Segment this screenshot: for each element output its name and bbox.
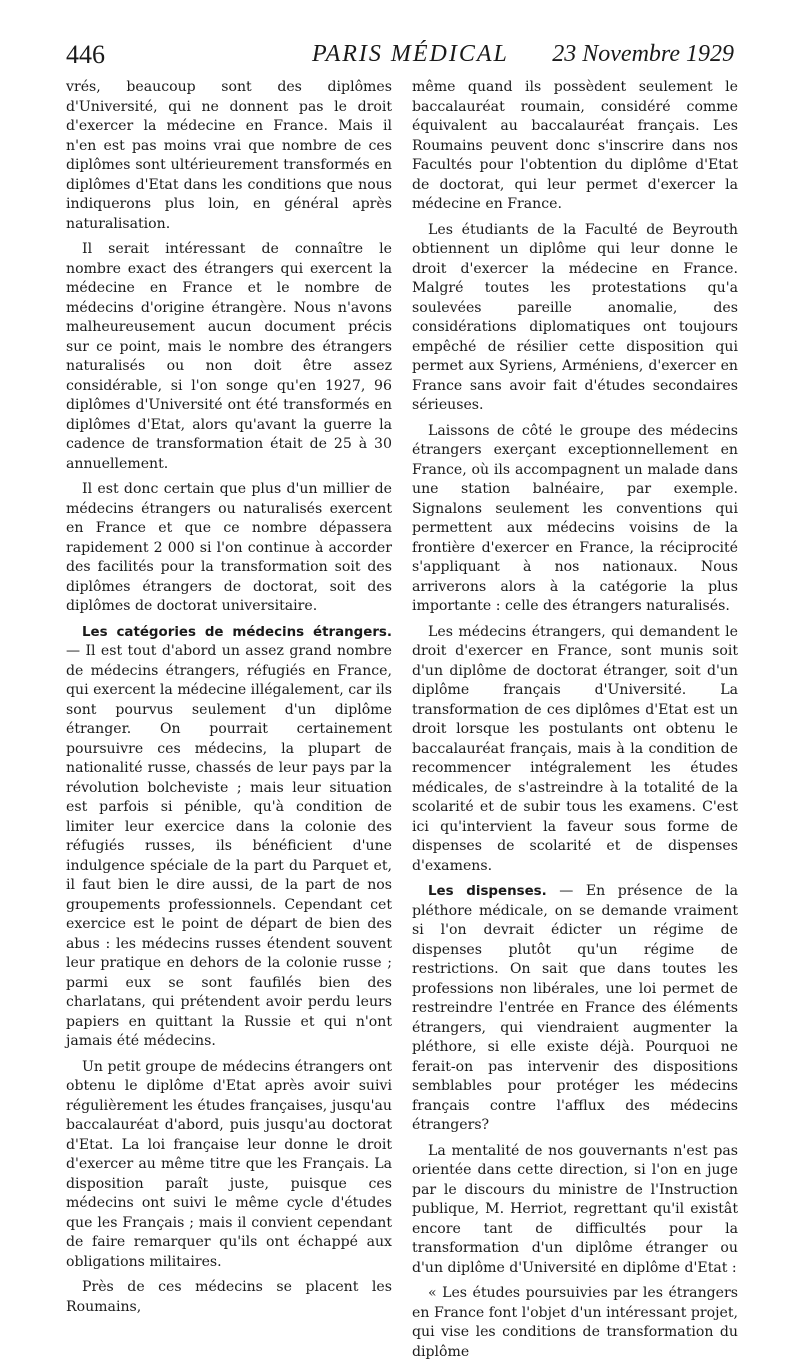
paragraph: Près de ces médecins se placent les Roumains, <box>66 1279 392 1315</box>
journal-title: PARIS MÉDICAL <box>312 41 509 67</box>
paragraph: Les étudiants de la Faculté de Beyrouth obtiennent un diplôme qui leur donne le droit d'exercer la médecine en France. Malgré toutes les protestations qu'a soulevées pareille anomalie, des considérations diplomatiques ont toujours empêché de résilier cette disposition qui permet aux Syriens, Arméniens, d'exercer en France sans avoir fait d'études secondaires sérieuses. <box>412 221 738 413</box>
page-number: 446 <box>66 40 105 69</box>
page-header <box>0 0 800 80</box>
section-heading: Les dispenses. <box>428 884 547 899</box>
paragraph: Les médecins étrangers, qui demandent le droit d'exercer en France, sont munis soit d'un diplôme de doctorat étranger, soit d'un diplôme français d'Université. La transformation de ces diplômes d'Etat est un droit lorsque les postulants ont obtenu le baccalauréat français, mais à la condition de recommencer intégralement les études médicales, de s'astreindre à la totalité de la scolarité et de subir tous les examens. C'est ici qu'intervient la faveur sous forme de dispenses de scolarité et de dispenses d'examens. <box>412 623 738 874</box>
section-text: — En présence de la pléthore médicale, on se demande vraiment si l'on devrait édicter un régime de dispenses plutôt qu'un régime de restrictions. On sait que dans toutes les professions non libérales, une loi permet de restreindre l'entrée en France des éléments étrangers, qui viendraient augmenter la pléthore, si elle existe déjà. Pourquoi ne ferait-on pas intervenir des dispositions semblables pour protéger les médecins français contre l'afflux des médecins étrangers? <box>412 883 738 1133</box>
paragraph: Il est donc certain que plus d'un millier de médecins étrangers ou naturalisés exercent en France et que ce nombre dépassera rapidement 2 000 si l'on continue à accorder des facilités pour la transformation soit des diplômes étrangers de doctorat, soit des diplômes de doctorat universitaire. <box>66 481 392 614</box>
section-paragraph <box>412 882 738 1136</box>
section-heading: Les catégories de médecins étrangers. <box>82 624 392 640</box>
paragraph: La mentalité de nos gouvernants n'est pas orientée dans cette direction, si l'on en juge par le discours du ministre de l'Instruction publique, M. Herriot, regrettant qu'il existât encore tant de difficultés pour la transformation d'un diplôme étranger ou d'un diplôme d'Université en diplôme d'Etat : <box>412 1142 738 1276</box>
right-column <box>412 78 738 1362</box>
left-column <box>66 78 392 1317</box>
paragraph: Il serait intéressant de connaître le nombre exact des étrangers qui exercent la médecine en France et le nombre de médecins d'origine étrangère. Nous n'avons malheureusement aucun document précis sur ce point, mais le nombre des étrangers naturalisés ou non doit être assez considérable, si l'on songe qu'en 1927, 96 diplômes d'Université ont été transformés en diplômes d'Etat, alors qu'avant la guerre la cadence de transformation était de 25 à 30 annuellement. <box>66 241 392 472</box>
paragraph: vrés, beaucoup sont des diplômes d'Université, qui ne donnent pas le droit d'exercer la médecine en France. Mais il n'en est pas moins vrai que nombre de ces diplômes sont ultérieurement transformés en diplômes d'Etat dans les conditions que nous indiquerons plus loin, en général après naturalisation. <box>66 79 392 232</box>
issue-date: 23 Novembre 1929 <box>552 41 734 67</box>
paragraph: « Les études poursuivies par les étrangers en France font l'objet d'un intéressant projet, qui vise les conditions de transformation du diplôme <box>412 1285 738 1360</box>
paragraph: Un petit groupe de médecins étrangers ont obtenu le diplôme d'Etat après avoir suivi régulièrement les études françaises, jusqu'au baccalauréat d'abord, puis jusqu'au doctorat d'Etat. La loi française leur donne le droit d'exercer au même titre que les Français. La disposition paraît juste, puisque ces médecins ont suivi le même cycle d'études que les Français ; mais il convient cependant de faire remarquer qu'ils ont échappé aux obligations militaires. <box>66 1058 392 1270</box>
section-paragraph <box>66 623 392 1052</box>
paragraph: même quand ils possèdent seulement le baccalauréat roumain, considéré comme équivalent au baccalauréat français. Les Roumains peuvent donc s'inscrire dans nos Facultés pour l'obtention du diplôme d'Etat de doctorat, qui leur permet d'exercer la médecine en France. <box>412 79 738 212</box>
section-text: — Il est tout d'abord un assez grand nombre de médecins étrangers, réfugiés en France, qui exercent la médecine illégalement, car ils sont pourvus seulement d'un diplôme étranger. On pourrait certainement poursuivre ces médecins, la plupart de nationalité russe, chassés de leur pays par la révolution bolcheviste ; mais leur situation est parfois si pénible, qu'à condition de limiter leur exercice dans la colonie des réfugiés russes, ils bénéficient d'une indulgence spéciale de la part du Parquet et, il faut bien le dire aussi, de la part de nos groupements professionnels. Cependant cet exercice est le point de départ de bien des abus : les médecins russes étendent souvent leur pratique en dehors de la colonie russe ; parmi eux se sont faufilés bien des charlatans, qui prétendent avoir perdu leurs papiers en quittant la Russie et qui n'ont jamais été médecins. <box>66 643 392 1049</box>
paragraph: Laissons de côté le groupe des médecins étrangers exerçant exceptionnellement en France, où ils accompagnent un malade dans une station balnéaire, par exemple. Signalons seulement les conventions qui permettent aux médecins voisins de la frontière d'exercer en France, la réciprocité s'appliquant à nos nationaux. Nous arriverons alors à la catégorie la plus importante : celle des étrangers naturalisés. <box>412 422 738 614</box>
